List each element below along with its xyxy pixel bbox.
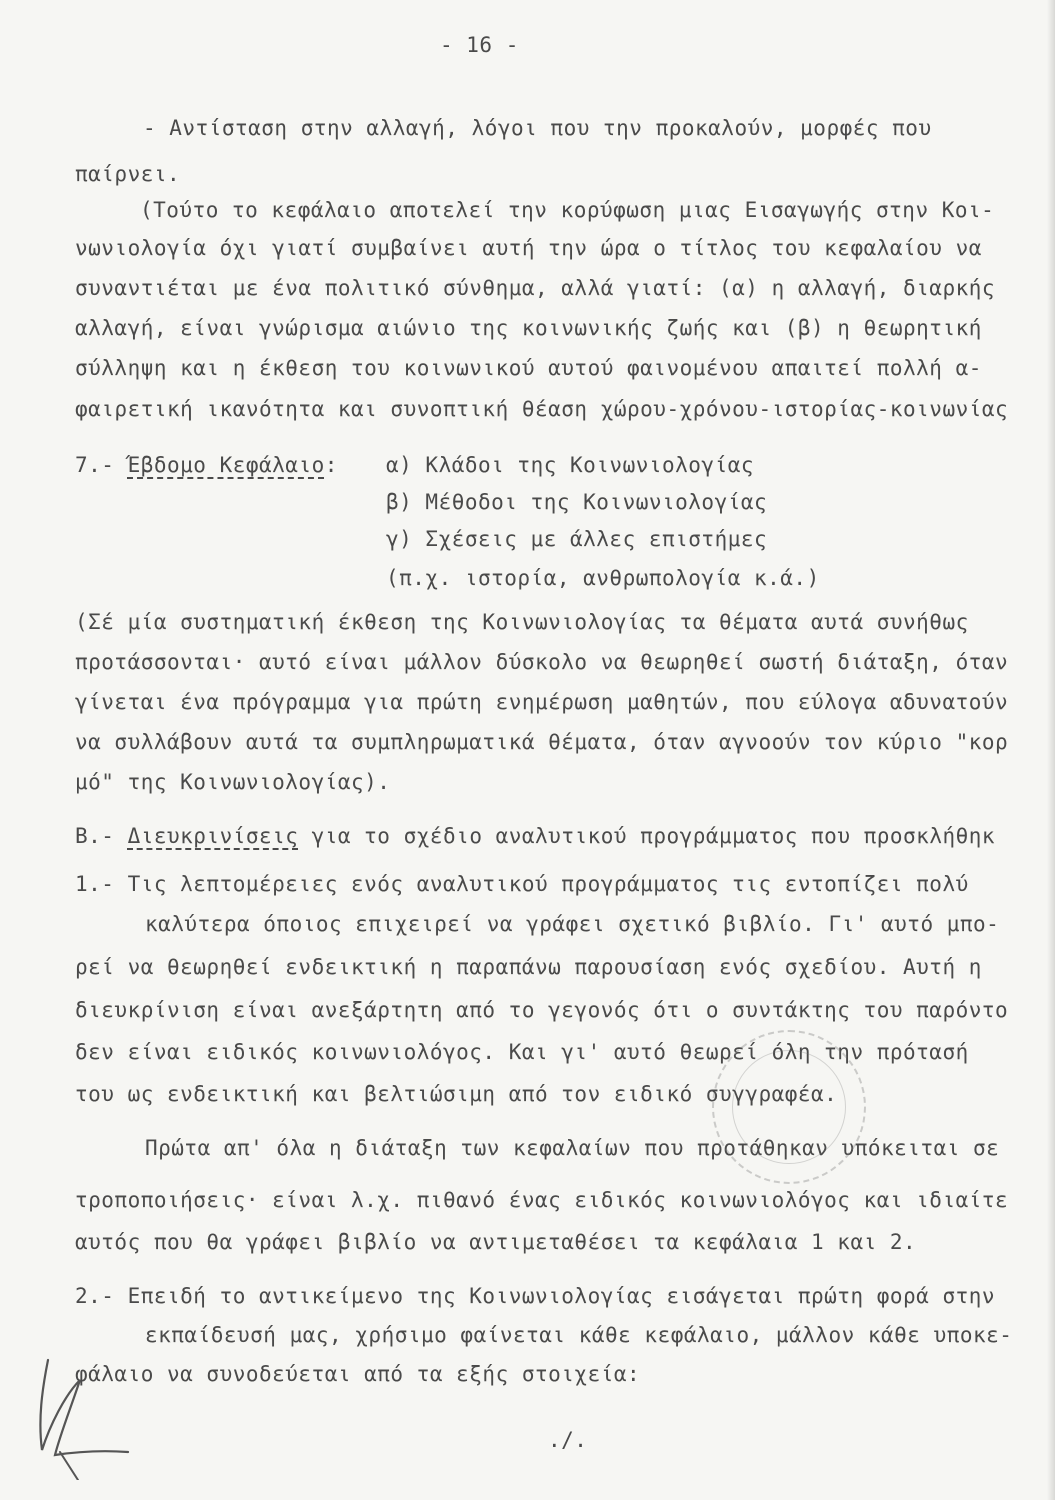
note-line: γίνεται ένα πρόγραμμα για πρώτη ενημέρωση μαθητών, που εύλογα αδυνατούν [75, 690, 1009, 714]
chapter7-item: γ) Σχέσεις με άλλες επιστήμες [386, 527, 768, 551]
chapter7-title: Έβδομο Κεφάλαιο [127, 453, 325, 477]
point1-line: ρεί να θεωρηθεί ενδεικτική η παραπάνω παρουσίαση ενός σχεδίου. Αυτή η [75, 955, 982, 979]
note-line: (Σέ μία συστηματική έκθεση της Κοινωνιολογίας τα θέματα αυτά συνήθως [75, 610, 969, 634]
note-line: να συλλάβουν αυτά τα συμπληρωματικά θέματα, όταν αγνοούν τον κύριο "κορ [75, 730, 1009, 754]
page-number: - 16 - [440, 33, 519, 57]
page-edge-shadow [1047, 0, 1055, 1500]
chapter7-item: β) Μέθοδοι της Κοινωνιολογίας [386, 490, 768, 514]
point1-line: Πρώτα απ' όλα η διάταξη των κεφαλαίων που προτάθηκαν υπόκειται σε [145, 1136, 1000, 1160]
point2-line: εκπαίδευσή μας, χρήσιμο φαίνεται κάθε κεφάλαιο, μάλλον κάθε υποκε- [145, 1323, 1013, 1347]
section-b-prefix: Β.- [75, 824, 128, 848]
text-line: - Αντίσταση στην αλλαγή, λόγοι που την προκαλούν, μορφές που [143, 116, 932, 140]
section-b-heading [75, 824, 995, 848]
note-line: μό" της Κοινωνιολογίας). [75, 770, 391, 794]
text-line: συναντιέται με ένα πολιτικό σύνθημα, αλλά γιατί: (α) η αλλαγή, διαρκής [75, 276, 996, 300]
text-line: φαιρετική ικανότητα και συνοπτική θέαση χώρου-χρόνου-ιστορίας-κοινωνίας [75, 397, 1009, 421]
point2-line: 2.- Επειδή το αντικείμενο της Κοινωνιολογίας εισάγεται πρώτη φορά στην [75, 1284, 996, 1308]
chapter7-item: (π.χ. ιστορία, ανθρωπολογία κ.ά.) [386, 566, 820, 590]
chapter7-number: 7.- [75, 453, 128, 477]
signature [20, 1340, 140, 1480]
point1-line: δεν είναι ειδικός κοινωνιολόγος. Και γι' αυτό θεωρεί όλη την πρότασή [75, 1040, 969, 1064]
note-line: προτάσσονται· αυτό είναι μάλλον δύσκολο να θεωρηθεί σωστή διάταξη, όταν [75, 650, 1009, 674]
point1-line: καλύτερα όποιος επιχειρεί να γράφει σχετικό βιβλίο. Γι' αυτό μπο- [145, 912, 1000, 936]
text-line: νωνιολογία όχι γιατί συμβαίνει αυτή την ώρα ο τίτλος του κεφαλαίου να [75, 236, 982, 260]
chapter7-item: α) Κλάδοι της Κοινωνιολογίας [386, 453, 755, 477]
chapter7-label [75, 453, 338, 477]
point1-line: του ως ενδεικτική και βελτιώσιμη από τον ειδικό συγγραφέα. [75, 1082, 838, 1106]
point1-line: αυτός που θα γράφει βιβλίο να αντιμεταθέσει τα κεφάλαια 1 και 2. [75, 1230, 917, 1254]
continuation-mark: ./. [548, 1428, 588, 1452]
point2-line: φάλαιο να συνοδεύεται από τα εξής στοιχεία: [75, 1362, 641, 1386]
section-b-rest: για το σχέδιο αναλυτικού προγράμματος που προσκλήθηκ [298, 824, 996, 848]
text-line: (Τούτο το κεφάλαιο αποτελεί την κορύφωση μιας Εισαγωγής στην Κοι- [140, 198, 995, 222]
text-line: σύλληψη και η έκθεση του κοινωνικού αυτού φαινομένου απαιτεί πολλή α- [75, 356, 982, 380]
official-stamp [712, 1030, 866, 1184]
chapter7-colon: : [324, 453, 338, 477]
text-line: παίρνει. [75, 162, 181, 186]
point1-line: 1.- Τις λεπτομέρειες ενός αναλυτικού προγράμματος τις εντοπίζει πολύ [75, 872, 969, 896]
section-b-title: Διευκρινίσεις [127, 824, 299, 848]
point1-line: τροποποιήσεις· είναι λ.χ. πιθανό ένας ειδικός κοινωνιολόγος και ιδιαίτε [75, 1188, 1009, 1212]
point1-line: διευκρίνιση είναι ανεξάρτητη από το γεγονός ότι ο συντάκτης του παρόντο [75, 998, 1009, 1022]
text-line: αλλαγή, είναι γνώρισμα αιώνιο της κοινωνικής ζωής και (β) η θεωρητική [75, 316, 982, 340]
